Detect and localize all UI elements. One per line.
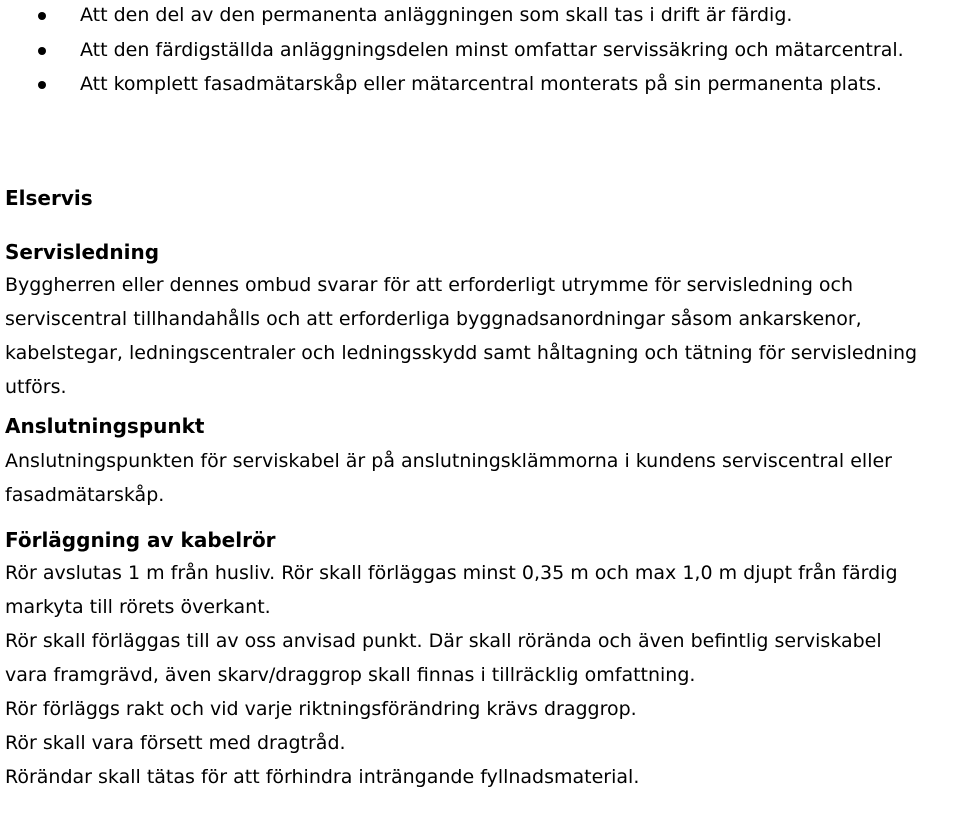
paragraph-line: Rör skall vara försett med dragtråd.: [5, 732, 346, 754]
document-body: [5, 184, 960, 794]
paragraph-line: serviscentral tillhandahålls och att erforderliga byggnadsanordningar såsom ankarskenor,: [5, 308, 862, 330]
paragraph-line: Byggherren eller dennes ombud svarar för att erforderligt utrymme för servisledning och: [5, 274, 854, 296]
bullet-dot-icon: [38, 47, 46, 55]
paragraph-line: Rör förläggs rakt och vid varje riktningsförändring krävs draggrop.: [5, 698, 637, 720]
section-heading-elservis: Elservis: [5, 186, 93, 210]
anslutningspunkt-paragraph: [5, 444, 960, 512]
paragraph-line: kabelstegar, ledningscentraler och ledningsskydd samt håltagning och tätning för servisledning: [5, 342, 918, 364]
forlaggning-paragraph: [5, 556, 960, 794]
bullet-text: Att den del av den permanenta anläggningen som skall tas i drift är färdig.: [80, 4, 793, 26]
bullet-dot-icon: [38, 12, 46, 20]
paragraph-line: fasadmätarskåp.: [5, 484, 165, 506]
paragraph-line: vara framgrävd, även skarv/draggrop skall finnas i tillräcklig omfattning.: [5, 664, 696, 686]
bullet-item: [0, 37, 960, 72]
servisledning-paragraph: [5, 268, 960, 404]
paragraph-line: Rör avslutas 1 m från husliv. Rör skall förläggas minst 0,35 m och max 1,0 m djupt från färdig: [5, 562, 898, 584]
bullet-text: Att den färdigställda anläggningsdelen minst omfattar servissäkring och mätarcentral.: [80, 38, 904, 61]
section-heading-servisledning: Servisledning: [5, 240, 160, 264]
bullet-item: [0, 71, 960, 106]
paragraph-line: utförs.: [5, 376, 67, 398]
paragraph-line: Anslutningspunkten för serviskabel är på anslutningsklämmorna i kundens serviscentral eller: [5, 450, 892, 472]
section-heading-forlaggning: Förläggning av kabelrör: [5, 528, 276, 552]
paragraph-line: Rörändar skall tätas för att förhindra inträngande fyllnadsmaterial.: [5, 766, 640, 788]
section-heading-anslutningspunkt: Anslutningspunkt: [5, 414, 205, 438]
bullet-dot-icon: [38, 81, 46, 89]
paragraph-line: markyta till rörets överkant.: [5, 596, 271, 618]
paragraph-line: Rör skall förläggas till av oss anvisad punkt. Där skall rörända och även befintlig serviskabel: [5, 630, 882, 652]
requirements-bullet-list: [0, 2, 960, 106]
bullet-text: Att komplett fasadmätarskåp eller mätarcentral monterats på sin permanenta plats.: [80, 73, 882, 95]
bullet-item: [0, 2, 960, 37]
